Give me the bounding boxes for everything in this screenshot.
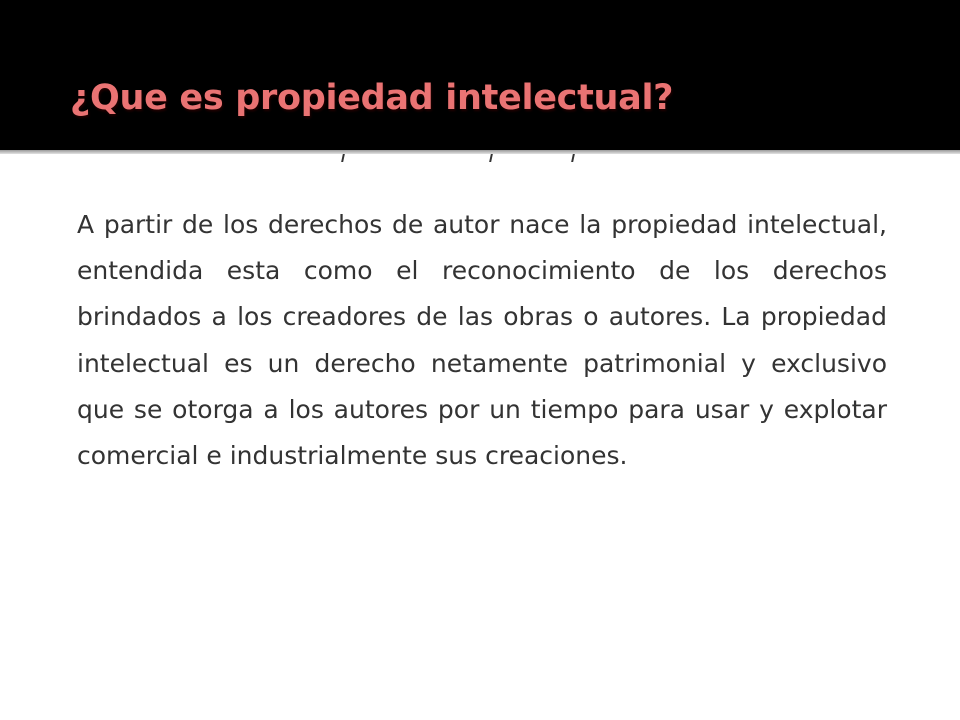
slide-body-text: A partir de los derechos de autor nace la propiedad intelectual, entendida esta como el reconocimiento de los derechos brindados a los creadores de las obras o autores. La propiedad intelectual es un derecho netamente patrimonial y exclusivo que se otorga a los autores por un tiempo para usar y explotar comercial e industrialmente sus creaciones. <box>77 210 887 471</box>
slide-title: ¿Que es propiedad intelectual? <box>70 78 674 118</box>
glyph-fragment <box>489 154 493 162</box>
glyph-fragment <box>341 154 345 162</box>
glyph-fragment <box>571 154 575 162</box>
clipped-text-remnant <box>270 154 610 164</box>
title-bar <box>0 0 960 150</box>
